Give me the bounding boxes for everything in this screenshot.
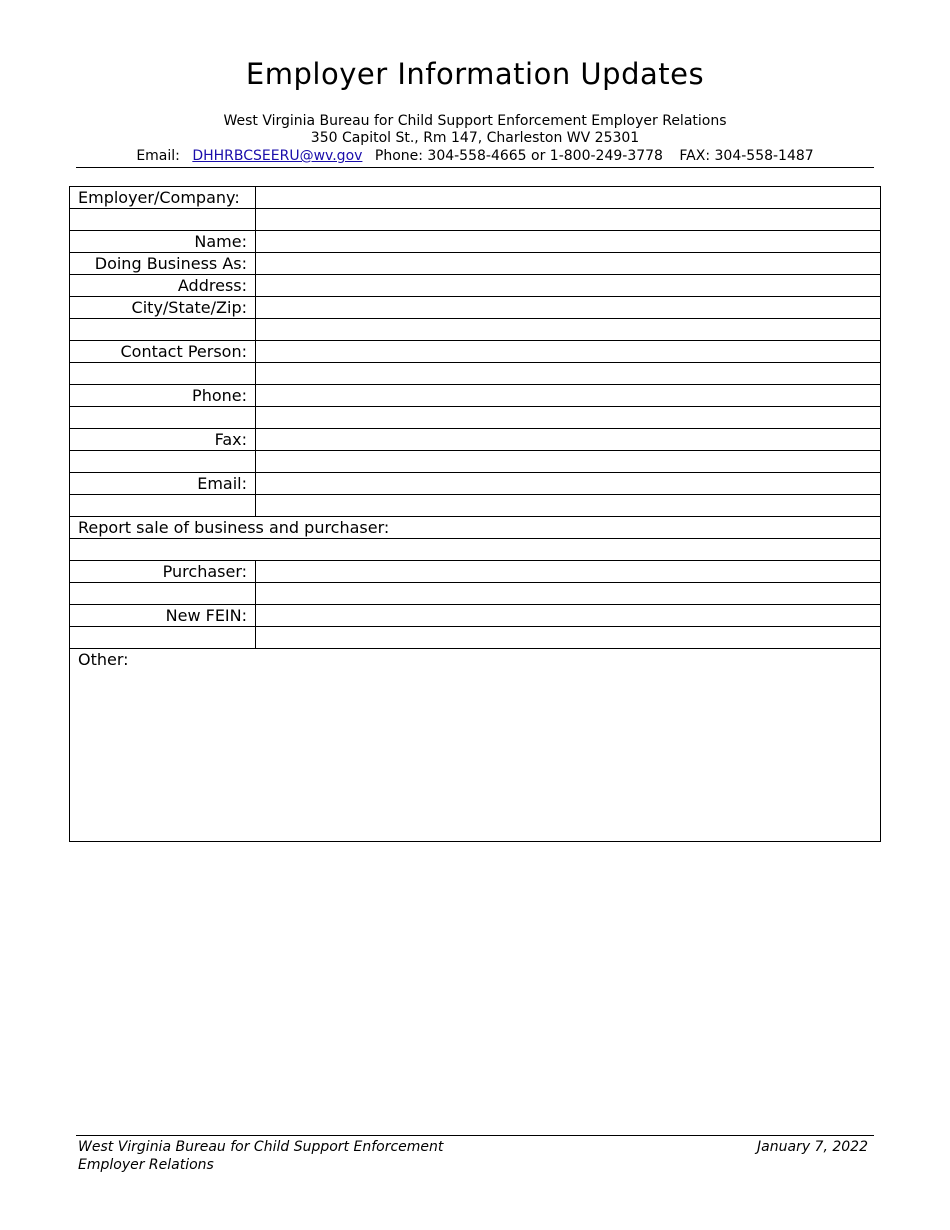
dba-label: Doing Business As: [70,253,256,275]
name-label: Name: [70,231,256,253]
contact-person-field-2[interactable] [256,363,881,385]
purchaser-field-2[interactable] [256,583,881,605]
employer-company-field[interactable] [256,187,881,209]
employer-company-label: Employer/Company: [70,187,256,209]
blank-label-cell [70,363,256,385]
table-row [70,231,881,253]
blank-label-cell [70,495,256,517]
fax-label: Fax: [70,429,256,451]
other-field[interactable] [70,649,881,842]
blank-label-cell [70,583,256,605]
phone-field[interactable] [256,385,881,407]
page-title: Employer Information Updates [245,57,705,91]
address-field[interactable] [256,275,881,297]
table-row [70,253,881,275]
organization-name: West Virginia Bureau for Child Support Enforcement Employer Relations [223,113,727,129]
contact-line [0,148,950,164]
new-fein-label: New FEIN: [70,605,256,627]
report-sale-field[interactable] [70,539,881,561]
employer-info-form [69,186,881,842]
purchaser-label: Purchaser: [70,561,256,583]
organization-address: 350 Capitol St., Rm 147, Charleston WV 25301 [310,130,640,146]
contact-person-field[interactable] [256,341,881,363]
contact-person-label: Contact Person: [70,341,256,363]
fax-field[interactable] [256,429,881,451]
table-row [70,627,881,649]
blank-label-cell [70,627,256,649]
phone-label: Phone: [70,385,256,407]
table-row [70,583,881,605]
footer-organization [78,1138,443,1174]
table-row [70,605,881,627]
address-extra-field[interactable] [256,319,881,341]
blank-label-cell [70,451,256,473]
table-row [70,385,881,407]
city-state-zip-label: City/State/Zip: [70,297,256,319]
employer-company-field-2[interactable] [256,209,881,231]
footer-date: January 7, 2022 [757,1139,868,1155]
address-label: Address: [70,275,256,297]
city-state-zip-field[interactable] [256,297,881,319]
table-row [70,539,881,561]
email-label: Email: [136,148,180,164]
email-field-2[interactable] [256,495,881,517]
table-row [70,649,881,842]
table-row [70,561,881,583]
email-field-label: Email: [70,473,256,495]
table-row [70,319,881,341]
blank-label-cell [70,319,256,341]
email-field[interactable] [256,473,881,495]
new-fein-field[interactable] [256,605,881,627]
purchaser-field[interactable] [256,561,881,583]
blank-label-cell [70,209,256,231]
email-link[interactable]: DHHRBCSEERU@wv.gov [192,148,363,164]
other-label: Other: [78,650,129,669]
table-row [70,429,881,451]
footer-line-1: West Virginia Bureau for Child Support Enforcement [78,1139,444,1155]
table-row [70,187,881,209]
phone-field-2[interactable] [256,407,881,429]
phone-info: Phone: 304-558-4665 or 1-800-249-3778 [374,148,663,164]
table-row [70,275,881,297]
table-row [70,209,881,231]
table-row [70,407,881,429]
table-row [70,363,881,385]
table-row [70,517,881,539]
footer-divider [76,1135,874,1136]
table-row [70,451,881,473]
report-sale-heading: Report sale of business and purchaser: [70,517,881,539]
fax-info: FAX: 304-558-1487 [679,148,814,164]
footer-line-2: Employer Relations [78,1157,214,1173]
blank-label-cell [70,407,256,429]
fax-field-2[interactable] [256,451,881,473]
table-row [70,341,881,363]
name-field[interactable] [256,231,881,253]
dba-field[interactable] [256,253,881,275]
table-row [70,495,881,517]
table-row [70,297,881,319]
table-row [70,473,881,495]
new-fein-field-2[interactable] [256,627,881,649]
header-divider [76,167,874,168]
